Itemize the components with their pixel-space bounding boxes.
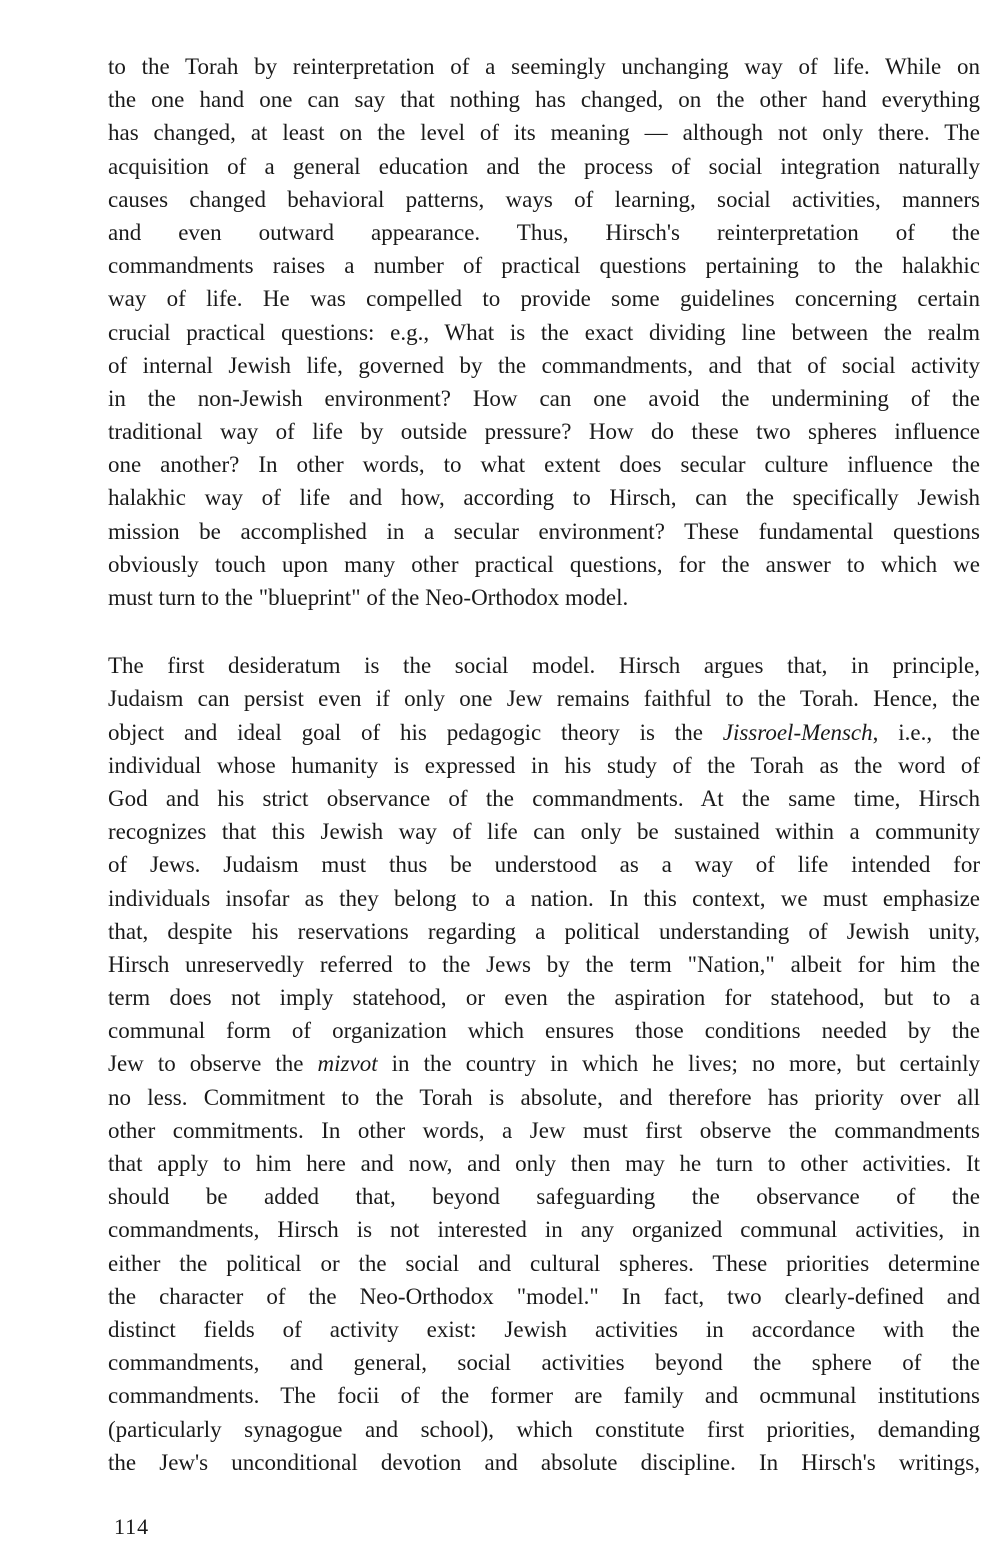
text-line: halakhic way of life and how, according to Hirsch, can the specifically Jewish	[108, 485, 980, 511]
text-line: should be added that, beyond safeguarding the observance of the	[108, 1184, 980, 1210]
text-line: no less. Commitment to the Torah is absolute, and therefore has priority over all	[108, 1084, 980, 1110]
text-line: and even outward appearance. Thus, Hirsch's reinterpretation of the	[108, 219, 980, 245]
page-number: 114	[114, 1514, 150, 1539]
text-line: causes changed behavioral patterns, ways of learning, social activities, manners	[108, 186, 980, 212]
text-line: distinct fields of activity exist: Jewish activities in accordance with the	[108, 1316, 980, 1342]
text-line: acquisition of a general education and the process of social integration naturally	[108, 153, 980, 179]
text-line: to the Torah by reinterpretation of a seemingly unchanging way of life. While on	[108, 54, 980, 79]
text-line: in the non-Jewish environment? How can one avoid the undermining of the	[108, 385, 980, 411]
text-line: one another? In other words, to what extent does secular culture influence the	[108, 452, 980, 478]
text-line: other commitments. In other words, a Jew must first observe the commandments	[108, 1117, 980, 1143]
text-line: commandments, and general, social activities beyond the sphere of the	[108, 1350, 980, 1376]
text-line: of Jews. Judaism must thus be understood as a way of life intended for	[108, 852, 980, 878]
paragraph-2	[108, 649, 980, 1479]
text-line: object and ideal goal of his pedagogic theory is the Jissroel-Mensch, i.e., the	[108, 719, 981, 745]
text-line: either the political or the social and cultural spheres. These priorities determine	[108, 1250, 980, 1276]
text-line: commandments, Hirsch is not interested in any organized communal activities, in	[108, 1217, 980, 1243]
text-line: individuals insofar as they belong to a nation. In this context, we must emphasize	[108, 885, 980, 911]
text-line: Jew to observe the mizvot in the country in which he lives; no more, but certainly	[108, 1051, 980, 1077]
text-line: term does not imply statehood, or even the aspiration for statehood, but to a	[108, 985, 980, 1011]
text-line: Judaism can persist even if only one Jew remains faithful to the Torah. Hence, the	[108, 686, 980, 712]
text-line: the Jew's unconditional devotion and absolute discipline. In Hirsch's writings,	[108, 1449, 980, 1475]
text-line: The first desideratum is the social model. Hirsch argues that, in principle,	[108, 653, 980, 679]
text-line: of internal Jewish life, governed by the commandments, and that of social activity	[108, 352, 980, 378]
text-line: (particularly synagogue and school), which constitute first priorities, demanding	[108, 1416, 980, 1442]
text-line: traditional way of life by outside pressure? How do these two spheres influence	[108, 419, 980, 445]
italic-term: mizvot	[317, 1051, 378, 1077]
text-line: the character of the Neo-Orthodox "model." In fact, two clearly-defined and	[108, 1283, 980, 1309]
paragraph-gap	[108, 614, 980, 649]
text-line: commandments. The focii of the former are family and ocmmunal institutions	[108, 1383, 980, 1409]
italic-term: Jissroel-Mensch	[722, 719, 873, 745]
text-line: crucial practical questions: e.g., What is the exact dividing line between the realm	[108, 319, 980, 345]
text-line: recognizes that this Jewish way of life can only be sustained within a community	[108, 819, 980, 845]
text-line: God and his strict observance of the commandments. At the same time, Hirsch	[108, 785, 980, 811]
text-line: commandments raises a number of practical questions pertaining to the halakhic	[108, 253, 980, 279]
text-line: individual whose humanity is expressed in his study of the Torah as the word of	[108, 752, 980, 778]
text-line: obviously touch upon many other practical questions, for the answer to which we	[108, 551, 980, 577]
text-line: that apply to him here and now, and only then may he turn to other activities. It	[108, 1151, 980, 1176]
text-line: mission be accomplished in a secular environment? These fundamental questions	[108, 518, 980, 544]
text-line: the one hand one can say that nothing has changed, on the other hand everything	[108, 87, 980, 113]
text-line: has changed, at least on the level of its meaning — although not only there. The	[108, 120, 980, 146]
text-line: Hirsch unreservedly referred to the Jews by the term "Nation," albeit for him the	[108, 951, 980, 977]
paragraph-1	[108, 50, 980, 614]
text-line: that, despite his reservations regarding a political understanding of Jewish unity,	[108, 918, 980, 944]
page-body	[108, 50, 980, 1479]
text-line: way of life. He was compelled to provide some guidelines concerning certain	[108, 286, 980, 312]
text-line: must turn to the "blueprint" of the Neo-Orthodox model.	[108, 585, 629, 610]
text-line: communal form of organization which ensures those conditions needed by the	[108, 1018, 980, 1044]
